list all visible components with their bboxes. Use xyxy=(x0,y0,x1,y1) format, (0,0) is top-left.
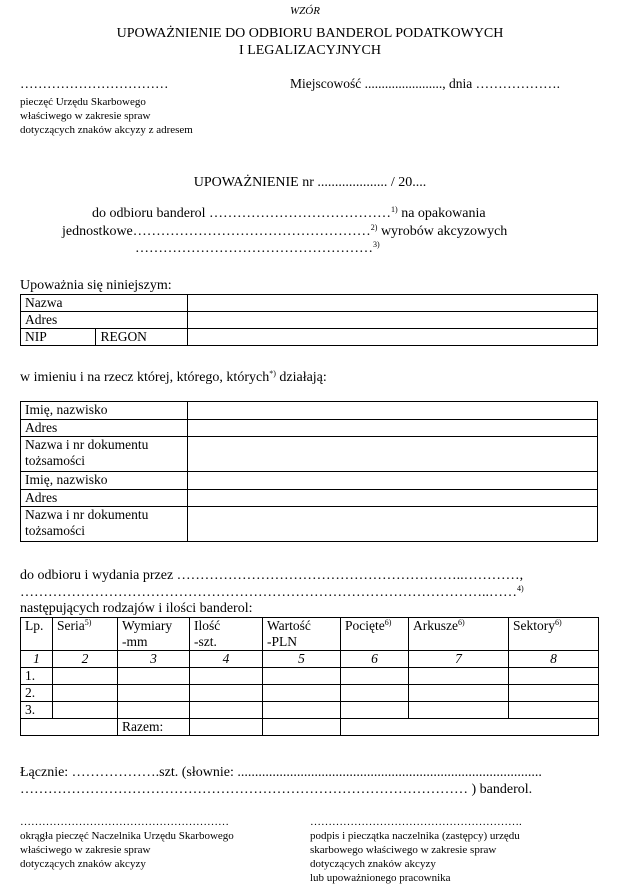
banderol-table xyxy=(20,617,599,736)
table-cell[interactable] xyxy=(509,702,599,719)
header-seria-text: Seria xyxy=(57,618,85,633)
nip-label[interactable]: NIP xyxy=(21,329,96,346)
office-stamp-caption-2: właściwego w zakresie spraw xyxy=(20,110,151,122)
stamp-caption-3: dotyczących znaków akcyzy xyxy=(20,858,146,870)
office-stamp-caption-3: dotyczących znaków akcyzy z adresem xyxy=(20,124,193,136)
header-ilosc-text: Ilość xyxy=(194,618,221,633)
person1-address-row xyxy=(21,420,598,437)
header-sektory-text: Sektory xyxy=(513,618,555,633)
table-cell[interactable] xyxy=(409,668,509,685)
footnote-4: 4) xyxy=(517,584,524,593)
stamp-caption-2: właściwego w zakresie spraw xyxy=(20,844,151,856)
col-num-2: 2 xyxy=(53,651,118,668)
person1-doc-label xyxy=(21,437,188,472)
header-lp xyxy=(21,618,53,651)
table-cell[interactable] xyxy=(118,702,190,719)
signature-caption-4: lub upoważnionego pracownika xyxy=(310,872,451,884)
header-arkusze xyxy=(409,618,509,651)
header-sektory xyxy=(509,618,599,651)
col-num-7: 7 xyxy=(409,651,509,668)
header-pociete-text: Pocięte xyxy=(345,618,385,633)
banderol-line-2[interactable] xyxy=(62,223,507,240)
summary-line-2[interactable]: …………………………………………………………………………………… ) banderol. xyxy=(20,782,533,797)
authorizer-ids-row xyxy=(21,329,598,346)
col-num-3: 3 xyxy=(118,651,190,668)
total-wartosc-cell[interactable] xyxy=(263,719,341,736)
header-arkusze-text: Arkusze xyxy=(413,618,458,633)
signature-caption-3: dotyczących znaków akcyzy xyxy=(310,858,436,870)
total-empty xyxy=(21,719,118,736)
table-cell[interactable] xyxy=(263,668,341,685)
banderol-line-1-text: do odbioru banderol ………………………………… xyxy=(92,206,392,221)
header-ilosc-unit: -szt. xyxy=(194,634,217,649)
name-label: Nazwa xyxy=(21,295,188,312)
issue-line-2-text: ………………………………………………………………………………………..…… xyxy=(20,585,517,600)
on-behalf-text xyxy=(20,369,327,386)
authorizer-name-row xyxy=(21,295,598,312)
row-3-lp: 3. xyxy=(21,702,53,719)
person1-address-label: Adres xyxy=(21,420,188,437)
header-wartosc xyxy=(263,618,341,651)
address-label: Adres xyxy=(21,312,188,329)
total-ilosc-cell[interactable] xyxy=(190,719,263,736)
document-title: UPOWAŻNIENIE DO ODBIORU BANDEROL PODATKOWYCH xyxy=(116,26,504,41)
signature-dots[interactable]: …………………………………………………. xyxy=(310,816,522,828)
col-num-6: 6 xyxy=(341,651,409,668)
person2-doc-label-1: Nazwa i nr dokumentu xyxy=(25,507,149,522)
address-value-cell[interactable] xyxy=(188,312,598,329)
table-cell[interactable] xyxy=(118,668,190,685)
table-cell[interactable] xyxy=(53,702,118,719)
banderol-line-3[interactable] xyxy=(135,240,380,257)
table-cell[interactable] xyxy=(53,685,118,702)
table-cell[interactable] xyxy=(341,668,409,685)
banderol-line-3-text: …………………………………………… xyxy=(135,241,373,256)
footnote-6a: 6) xyxy=(384,618,392,627)
footnote-1: 1) xyxy=(391,205,398,214)
person1-name-cell[interactable] xyxy=(188,402,598,420)
authorizer-intro: Upoważnia się niniejszym: xyxy=(20,278,172,293)
col-num-5: 5 xyxy=(263,651,341,668)
col-num-8: 8 xyxy=(509,651,599,668)
table-cell[interactable] xyxy=(341,685,409,702)
header-lp-text: Lp. xyxy=(25,618,44,633)
regon-value-cell[interactable] xyxy=(188,329,598,346)
signature-caption-2: skarbowego właściwego w zakresie spraw xyxy=(310,844,497,856)
table-cell[interactable] xyxy=(263,685,341,702)
table-row xyxy=(21,702,599,719)
person2-address-row xyxy=(21,490,598,507)
total-label: Razem: xyxy=(118,719,190,736)
signature-caption-1: podpis i pieczątka naczelnika (zastępcy) urzędu xyxy=(310,830,520,842)
table-cell[interactable] xyxy=(190,668,263,685)
on-behalf-main: w imieniu i na rzecz której, którego, których xyxy=(20,370,270,385)
banderol-line-2-end: wyrobów akcyzowych xyxy=(377,224,508,239)
table-cell[interactable] xyxy=(53,668,118,685)
summary-line-1[interactable]: Łącznie: ……………….szt. (słownie: ....................................................................................... xyxy=(20,765,542,780)
header-wartosc-text: Wartość xyxy=(267,618,311,633)
person1-doc-label-1: Nazwa i nr dokumentu xyxy=(25,437,149,452)
name-value-cell[interactable] xyxy=(188,295,598,312)
regon-label[interactable]: REGON xyxy=(96,329,188,346)
banderol-header-row xyxy=(21,618,599,651)
person2-address-cell[interactable] xyxy=(188,490,598,507)
table-cell[interactable] xyxy=(409,685,509,702)
header-wymiary-text: Wymiary xyxy=(122,618,173,633)
footnote-2: 2) xyxy=(370,223,378,232)
authorizer-address-row xyxy=(21,312,598,329)
table-cell[interactable] xyxy=(409,702,509,719)
person2-doc-row xyxy=(21,507,598,542)
footnote-6b: 6) xyxy=(457,618,465,627)
header-wymiary xyxy=(118,618,190,651)
issue-line-3: następujących rodzajów i ilości banderol: xyxy=(20,601,253,616)
footnote-6c: 6) xyxy=(555,618,562,627)
table-cell[interactable] xyxy=(341,702,409,719)
person2-doc-cell[interactable] xyxy=(188,507,598,542)
person1-address-cell[interactable] xyxy=(188,420,598,437)
person2-doc-label xyxy=(21,507,188,542)
person1-name-label: Imię, nazwisko xyxy=(21,402,188,420)
header-pociete xyxy=(341,618,409,651)
table-row xyxy=(21,668,599,685)
row-2-lp: 2. xyxy=(21,685,53,702)
office-stamp-caption-1: pieczęć Urzędu Skarbowego xyxy=(20,96,146,108)
footnote-5: 5) xyxy=(84,618,92,627)
issue-line-2[interactable] xyxy=(20,584,524,601)
table-cell[interactable] xyxy=(118,685,190,702)
person2-name-cell[interactable] xyxy=(188,472,598,490)
footnote-3: 3) xyxy=(373,240,380,249)
on-behalf-end: działają: xyxy=(275,370,327,385)
stamp-dots[interactable]: ………………………………………………… xyxy=(20,816,229,828)
table-cell[interactable] xyxy=(190,702,263,719)
total-empty-right xyxy=(341,719,599,736)
issue-line-1[interactable]: do odbioru i wydania przez ……………………………………………………..…………, xyxy=(20,568,524,583)
office-stamp-field[interactable]: …………………………… xyxy=(20,76,169,91)
person2-name-row xyxy=(21,472,598,490)
person2-address-label: Adres xyxy=(21,490,188,507)
table-cell[interactable] xyxy=(190,685,263,702)
person1-doc-cell[interactable] xyxy=(188,437,598,472)
banderol-line-1-end: na opakowania xyxy=(397,206,486,221)
person2-name-label: Imię, nazwisko xyxy=(21,472,188,490)
row-1-lp: 1. xyxy=(21,668,53,685)
header-wymiary-unit: -mm xyxy=(122,634,148,649)
banderol-line-2-text: jednostkowe…………………………………………… xyxy=(62,224,371,239)
banderol-line-1[interactable] xyxy=(92,205,486,222)
authorization-number[interactable]: UPOWAŻNIENIE nr .................... / 20.... xyxy=(193,175,427,190)
table-row xyxy=(21,685,599,702)
col-num-1: 1 xyxy=(21,651,53,668)
persons-table xyxy=(20,401,598,542)
table-cell[interactable] xyxy=(263,702,341,719)
person1-doc-row xyxy=(21,437,598,472)
person1-name-row xyxy=(21,402,598,420)
header-seria xyxy=(53,618,118,651)
header-ilosc xyxy=(190,618,263,651)
table-cell[interactable] xyxy=(509,685,599,702)
authorizer-table xyxy=(20,294,598,346)
column-number-row xyxy=(21,651,599,668)
place-date-field[interactable]: Miejscowość ......................., dnia ………………. xyxy=(290,76,560,91)
document-title-line2: I LEGALIZACYJNYCH xyxy=(239,43,381,58)
person1-doc-label-2: tożsamości xyxy=(25,453,85,468)
wzor-label: WZÓR xyxy=(290,5,320,17)
total-row xyxy=(21,719,599,736)
stamp-caption-1: okrągła pieczęć Naczelnika Urzędu Skarbowego xyxy=(20,830,234,842)
col-num-4: 4 xyxy=(190,651,263,668)
header-wartosc-unit: -PLN xyxy=(267,634,297,649)
table-cell[interactable] xyxy=(509,668,599,685)
footnote-star: *) xyxy=(269,369,276,378)
person2-doc-label-2: tożsamości xyxy=(25,523,85,538)
